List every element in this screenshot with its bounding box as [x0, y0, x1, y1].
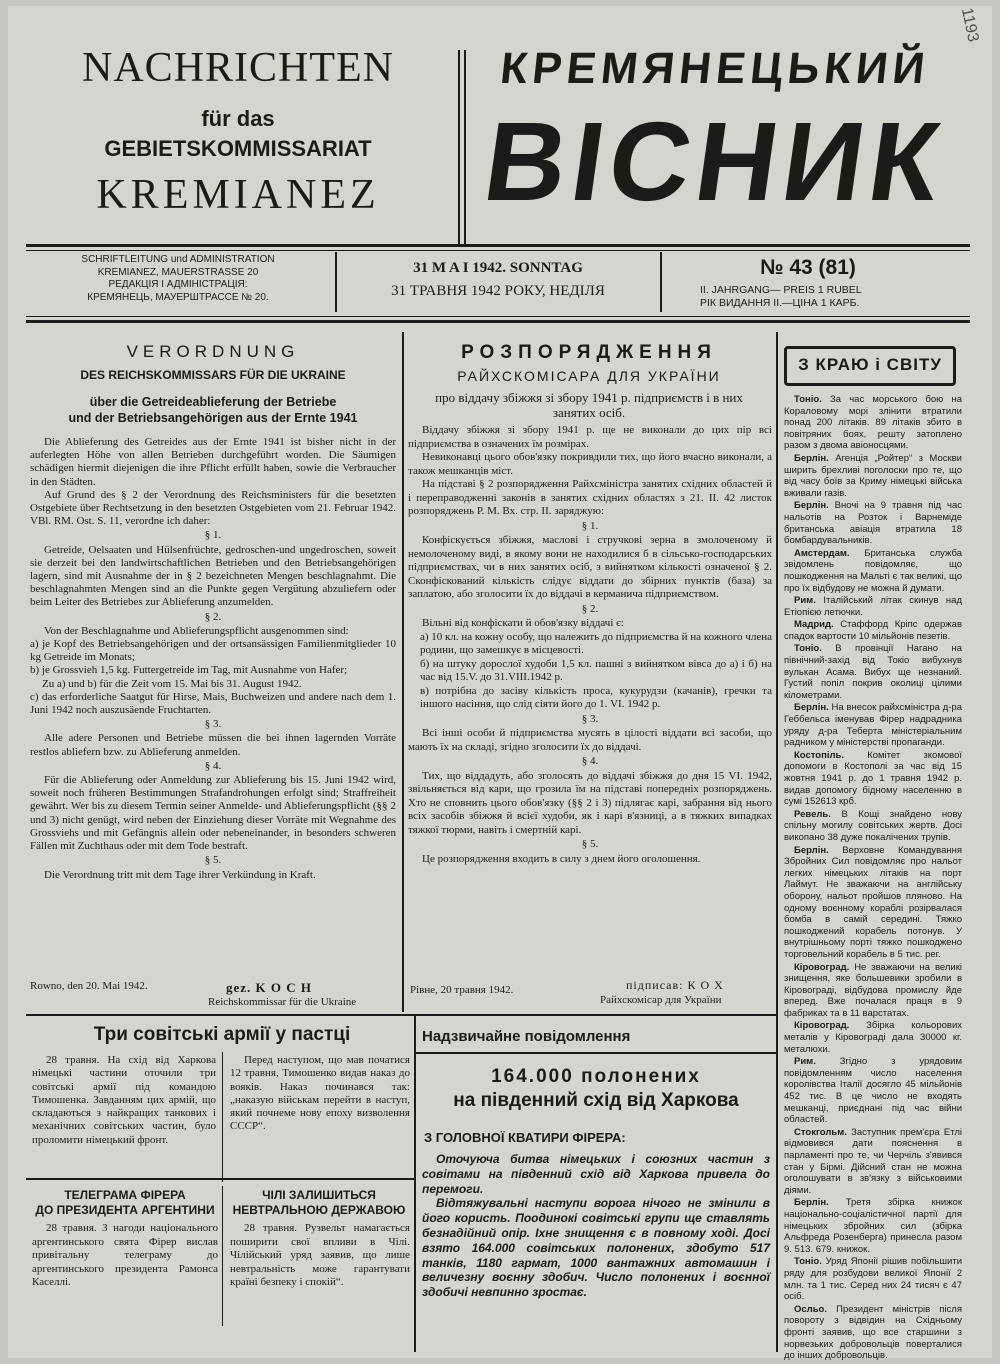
krayu-item-text: За час морського бою на Кораловому морі злінити втратили понад 200 літаків. 89 літаків збито в повітряних боях, решту затоплено разом з двома авіоносцями. — [784, 394, 963, 452]
rozpor-item: а) 10 кл. на кожну особу, що належить до підприємства й на кожного члена родини, що замешкує в місцевості. — [420, 630, 772, 656]
infobar-divider-2 — [660, 252, 662, 312]
verordnung-subtitle: DES REICHSKOMMISSARS FÜR DIE UKRAINE — [80, 368, 346, 382]
ua-masthead-big: ВІСНИК — [476, 99, 954, 224]
krayu-item-place: Тоніо. — [794, 1256, 822, 1268]
verordnung-paragraph: Alle adere Personen und Betriebe müssen die bei ihnen lagernden Vorräte restlos abliefern bzw. zu Ablieferung anmelden. — [30, 732, 396, 758]
verordnung-about-2: und der Betriebsangehörigen aus der Ernte 1941 — [68, 411, 358, 425]
verordnung-item: Zu a) und b) für die Zeit vom 15. Mai bis 31. August 1942. — [42, 677, 302, 690]
column-rule-3 — [414, 1016, 416, 1352]
telegram-divider — [222, 1186, 223, 1326]
krayu-item-place: Тоніо. — [794, 643, 822, 655]
krayu-item — [784, 1197, 962, 1255]
krayu-item — [784, 595, 962, 618]
krayu-item-place: Кіровоград. — [794, 961, 850, 973]
rozpor-paragraph: Це розпорядження входить в силу з днем його оголошення. — [422, 852, 701, 865]
verordnung-paragraph: Von der Beschlagnahme und Ablieferungspflicht ausgenommen sind: — [44, 624, 349, 637]
address-line-4: КРЕМЯНЕЦЬ, МАУЕРШТРАССЕ № 20. — [87, 291, 269, 303]
verordnung-paragraph: Getreide, Oelsaaten und Hülsenfrüchte, gedroschen-und ungedroschen, soweit sie derzeit bei den landwirtschaftlichen Betrieben und den Betriebsangehörigen lagern, sind mit Ausnahme der in § 2 bezeichneten Mengen beschlagnahmt. Die beschlagnahmten Mengen sind an die Punkte gegen Vergütung abzuliefern oder beim Leiter des Betriebes zur Ablieferung anzumelden. — [30, 543, 396, 609]
section-mark: § 3. — [581, 712, 599, 725]
section-mark: § 1. — [204, 529, 222, 542]
special-label: Надзвичайне повідомлення — [422, 1028, 631, 1045]
krayu-item-place: Ревель. — [794, 808, 831, 820]
krayu-item-text: Уряд Японії рішив побільшити ряду для розбудови великої Японії 2 млн. та 1 тис. Серед них 24 тисяч є 47 осіб. — [784, 1256, 962, 1303]
krayu-item — [784, 643, 962, 701]
issue-number: № 43 (81) — [760, 256, 856, 279]
rozpor-paragraph: Віддачу збіжжя зі збору 1941 р. ще не виконали до цих пір всі підприємства в означених їм розмірах. — [408, 424, 772, 450]
rozpor-place-date: Рівне, 20 травня 1942. — [410, 984, 514, 996]
rozpor-item: б) на штуку дорослої худоби 1,5 кл. пашні з вийнятком вівса до а) і б) на час від 15.V. до 31.VIII.1942 р. — [420, 657, 772, 683]
special-body — [422, 1152, 770, 1348]
armies-paragraph: 28 травня. На схід від Харкова німецькі частини оточили три совітські армії під командою Тимошенка. Завданням цих армій, що складаються з найкращих танкових і механічних совітських частин, було проломити німецький фронт. — [32, 1054, 216, 1146]
krayu-item — [784, 619, 962, 642]
krayu-item-text: Президент міністрів після повороту з відвідин на Східньому фронті заявив, що все старшини з норвезьких добровольців поверталися до інших добровольців. — [784, 1303, 962, 1362]
krayu-item — [784, 1020, 962, 1055]
krayu-item-place: Осльо. — [794, 1303, 827, 1315]
rozpor-body — [408, 424, 772, 984]
rozpor-paragraph: Вільні від конфіскати й обов'язку віддачі є: — [422, 617, 624, 629]
infobar-bottom-rule-thick — [26, 320, 970, 323]
verordnung-item: a) je Kopf des Betriebsangehörigen und der ortsansässigen Familienmitglieder 10 kg Getreide im Monats; — [30, 638, 396, 664]
rozpor-paragraph: Невиконавці цього обов'язку покривдили тих, що його вчасно виконали, а також мешканців міст. — [408, 451, 772, 477]
krayu-item — [784, 702, 962, 748]
krayu-item-text: Італійський літак скинув над Етіопією летючки. — [784, 595, 963, 618]
price-de: II. JAHRGANG— PREIS 1 RUBEL — [700, 284, 862, 296]
verordnung-item: c) das erforderliche Saatgut für Hirse, Mais, Buchweizen und andere nach dem 1. Juni 1942 noch auszusäende Fruchtarten. — [30, 690, 396, 717]
address-line-3: РЕДАКЦІЯ І АДМІНІСТРАЦІЯ: — [108, 279, 248, 290]
rozpor-paragraph: Конфіскується збіжжя, маслові і стручкові зерна в змолоченому й немолоченому виді, в якому вони не находилися б в сільсько-господарських підприємствах, чи в них занятих осіб, з вийнятком кількості означеної § 2. Сконфіскований кількість слідує віддати до збірних пунктів (база) за заплатою, або зголосити їх до віддачі в керманича підприємством. — [408, 534, 772, 600]
date-de: 31 M A I 1942. SONNTAG — [413, 260, 583, 276]
chile-title-1: ЧІЛІ ЗАЛИШИТЬСЯ — [262, 1188, 376, 1202]
krayu-item-text: На внесок райхсміністра д-ра Геббельса іменував Фірер надрадника уряду д-ра Теберта міністеріальним радником у міністерстві пропаганди. — [784, 702, 962, 749]
de-masthead-sub1: für das — [201, 106, 275, 131]
archive-mark: 1193 — [957, 6, 982, 44]
section-mark: § 1. — [581, 519, 599, 532]
de-masthead-title: NACHRICHTEN — [82, 45, 394, 91]
telegram-text — [32, 1222, 218, 1332]
address-line-1: SCHRIFTLEITUNG und ADMINISTRATION — [81, 254, 275, 265]
section-mark: § 5. — [581, 838, 599, 850]
verordnung-item: b) je Grossvieh 1,5 kg. Futtergetreide im Tag, mit Ausnahme von Hafer; — [30, 664, 348, 677]
special-label-rule — [416, 1052, 776, 1054]
krayu-item-text: Верховне Командування Збройних Сил повідомляє про нальот легких німецьких літаків на порт Лаймут. Не зважаючи на англійську оборону, нальот пройшов пляново. На одному воєнному кораблі розірвалася бомба в самій середині. Тяжко пошкоджений корабель потонув. У внутрішньому порті тяжко пошкоджено торговельний корабель в 5 тис. рег. — [784, 844, 962, 960]
krayu-item — [784, 809, 962, 844]
verordnung-paragraph: Die Ablieferung des Getreides aus der Ernte 1941 ist bisher nicht in der auferlegten Höhe von allen Betrieben durchgeführt worden. Die Säumigen schädigen hiermit diejenigen die ihre Pflicht erfüllt haben, sowie die Verbraucher in den Städten. — [30, 436, 396, 488]
krayu-item — [784, 845, 962, 961]
krayu-item — [784, 1127, 962, 1197]
lower-rule — [26, 1014, 776, 1016]
section-mark: § 4. — [204, 759, 222, 772]
address-line-2: KREMIANEZ, MAUERSTRASSE 20 — [97, 266, 259, 278]
verordnung-paragraph: Für die Ablieferung oder Anmeldung zur Ablieferung bis 15. Juni 1942 wird, soweit noch früheren Bestimmungen Strafandrohungen erfolgt sind; Straffreiheit gewährt. Wer bis zu diesem Termin seiner Anmelde- und Ablieferungspflicht (§§ 2 und 3) nicht genügt, wird neben der Einziehung dieser Vorräte mit Wegnahme des Grossviehs und mit Gefängnis allein oder nebeneinander, in besonders schweren Fällen mit Zuchthaus oder mit dem Tode bestraft. — [30, 774, 396, 853]
krayu-item-text: В Кощі знайдено нову спільну могилу совітських жертв. Досі викопано 38 дуже покалічених трупів. — [784, 808, 963, 843]
krayu-item — [784, 453, 962, 499]
armies-left-text — [32, 1054, 216, 1184]
armies-title: Три совітські армії у пастці — [93, 1024, 351, 1045]
armies-right-text — [230, 1054, 410, 1184]
krayu-item-place: Берлін. — [794, 702, 829, 714]
special-paragraph: Оточуюча битва німецьких і союзних частин з совітами на південний схід від Харкова привела до перемоги. — [422, 1152, 770, 1196]
krayu-item — [784, 548, 962, 594]
verordnung-paragraph: Auf Grund des § 2 der Verordnung des Reichsministers für die besetzten Ostgebiete über Rechtsetzung in den besetzten Ostgebieten vom 21. Februar 1942. VBl. RM. Ost. S. 11, verordne ich daher: — [30, 488, 396, 528]
rozpor-item: в) потрібна до засіву кількість проса, кукурудзи (качанів), гречки та іншого насіння, що слід сіяти його до 1. VI. 1942 р. — [420, 684, 772, 710]
telegram-title-2: ДО ПРЕЗИДЕНТА АРГЕНТИНИ — [35, 1203, 215, 1217]
de-masthead-sub2: GEBIETSKOMMISSARIAT — [104, 136, 372, 161]
krayu-item — [784, 750, 962, 808]
rozpor-paragraph: Тих, що віддадуть, або зголосять до віддачі збіжжя до дня 15 VI. 1942, звільняється від кари, що грозила їм на підставі попередніх розпоряджень. Хто не сповнить цього обов'язку (§§ 2 і 3) підлягає карі, забрання від нього всіх засобів збіжжя й всієї худоби, як і карі в'язниці, а в тяжких випадках тяжкої тюрми, навіть і смертній карі. — [408, 769, 772, 836]
rozpor-signature: підписав: К О Х — [626, 978, 724, 992]
krayu-item-text: Стаффорд Кріпс одержав спадок вартости 10 мільйонів пезетів. — [784, 619, 962, 642]
special-paragraph: Відтяжувальні наступи ворога нічого не змінили в його користь. Поодинокі совітські групи ще ставлять безнадійний опір. Іхне знищення є в повному ході. Досі взято 164.000 совітських полонених, здобуто 517 танків, 1180 гармат, 1000 вантажних автомашин і величезну воєнну здобич. Число полонених і воєнної здобичі невпинно зростає. — [422, 1196, 770, 1300]
krayu-item — [784, 1256, 962, 1302]
verordnung-title: VERORDNUNG — [126, 342, 300, 361]
price-ua: РІК ВИДАННЯ II.—ЦІНА 1 КАРБ. — [700, 297, 860, 309]
infobar-date — [338, 260, 658, 300]
rozpor-about: про віддачу збіжжя зі збору 1941 р. підприємств і в них занятих осіб. — [435, 390, 743, 420]
rozpor-title: РОЗПОРЯДЖЕННЯ — [461, 342, 717, 363]
krayu-item-place: Амстердам. — [794, 547, 850, 559]
krayu-item — [784, 962, 962, 1020]
krayu-item-text: Третя збірка книжок національно-соціалістичної партії для німецьких збройних сил (збірка Альфреда Розенберга) принесла разом 9. 513. 679. книжок. — [784, 1197, 962, 1255]
krayu-list — [784, 394, 963, 1362]
krayu-item — [784, 394, 962, 452]
krayu-item — [784, 500, 962, 546]
infobar-divider-1 — [335, 252, 337, 312]
krayu-item-place: Рим. — [794, 595, 816, 607]
section-mark: § 5. — [204, 854, 222, 867]
infobar-top-rule — [26, 244, 970, 247]
ua-masthead-title: КРЕМЯНЕЦЬКИЙ — [498, 44, 933, 93]
verordnung-place-date: Rowno, den 20. Mai 1942. — [30, 980, 148, 992]
issue-price — [700, 284, 940, 310]
telegram-title-1: ТЕЛЕГРАМА ФІРЕРА — [64, 1188, 186, 1202]
krayu-item-place: Тоніо. — [794, 394, 822, 405]
krayu-item-text: Вночі на 9 травня під час нальотів на Розток і Варнеміде британська авіація втратила 18 бомбардувальників. — [784, 500, 962, 547]
rozpor-subtitle: РАЙХСКОМІСАРА ДЛЯ УКРАЇНИ — [457, 368, 721, 384]
krayu-title: З КРАЮ і СВІТУ — [798, 355, 942, 374]
chile-text — [230, 1222, 410, 1332]
rozpor-paragraph: Всі інші особи й підприємства мусять в цілості віддати всі засоби, що мають їх на складі, згідно зголосити їх до віддачі. — [408, 727, 772, 753]
krayu-item-place: Костопіль. — [794, 749, 844, 761]
special-headline-1: 164.000 полонених — [491, 1066, 701, 1087]
krayu-item-text: Британська служба звідомлень повідомляє, що пошкодження на Мальті є так великі, що про їх відбудову не можна й думати. — [784, 547, 962, 594]
infobar-address — [68, 254, 288, 304]
krayu-item-text: В провінції Нагано на північний-захід від Токіо вибухнув вулькан Асама. Вибух ще незнаний. Густий попіл покрив околиці цілими кілометрами. — [784, 643, 962, 701]
telegram-title — [30, 1188, 220, 1218]
krayu-item-place: Берлін. — [794, 452, 829, 464]
masthead-divider-1 — [458, 50, 460, 246]
rozpor-signer: Райхскомісар для України — [600, 994, 722, 1006]
verordnung-about-1: über die Getreideablieferung der Betriebe — [89, 395, 337, 409]
krayu-item-place: Берлін. — [794, 1197, 829, 1209]
verordnung-paragraph: Die Verordnung tritt mit dem Tage ihrer Verkündung in Kraft. — [44, 868, 316, 881]
verordnung-signature: gez. K O C H — [226, 980, 313, 995]
krayu-item-text: Не зважаючи на великі знищення, яке большевики зробили в Кіровограді, відбудова промислу йде вперед. Вже почалася праця в 9 фабриках та в 11 варстатах. — [784, 961, 962, 1019]
krayu-item-text: Згідно з урядовим повідомленням число населення королівства Італії досягло 45 мільйонів 452 тис. В це число не входять мешканці, приєднані під час війни областей. — [784, 1056, 963, 1126]
armies-divider — [222, 1052, 223, 1182]
column-rule-2 — [776, 332, 778, 1352]
armies-paragraph: Перед наступом, що мав початися 12 травня, Тимошенко видав наказ до вояків. Наказ починався так: „наказую військам перейти в наступ, який почнеме нову епоху визволення СССР“. — [230, 1054, 410, 1133]
krayu-item-text: Заступник прем'єра Етлі відмовився дати пояснення в парламенті про те, чи Черчіль з'явився стан у Бірмі. Дійсний стан не можна оголошувати в зв'язку з військовими діями. — [784, 1126, 963, 1196]
section-mark: § 2. — [204, 610, 222, 623]
rozpor-paragraph: На підставі § 2 розпорядження Райхсміністра занятих східних областей й і переправодженні законів в занятих східних областях з 21. II. 42 листок розпоряджень Р. М. Вх. стр. II. заряджую: — [408, 478, 772, 517]
chile-title — [226, 1188, 412, 1218]
section-mark: § 3. — [204, 718, 222, 731]
krayu-item — [784, 1056, 962, 1126]
verordnung-signer: Reichskommissar für die Ukraine — [208, 996, 357, 1008]
verordnung-about — [30, 394, 396, 426]
telegram-paragraph: 28 травня. З нагоди національного аргентинського свята Фірер вислав привітальну телеграму до аргентинського президента Рамонса Каселлі. — [32, 1222, 218, 1288]
krayu-item-place: Кіровоград. — [794, 1020, 850, 1032]
section-mark: § 2. — [581, 602, 599, 615]
column-rule-1 — [402, 332, 404, 1012]
de-masthead-city: KREMIANEZ — [96, 172, 380, 218]
krayu-item-place: Берлін. — [794, 500, 829, 512]
krayu-item-place: Берлін. — [794, 844, 829, 856]
krayu-item-text: Збірка кольорових металів у Кіровограді дала 30000 кг. металюхи. — [784, 1020, 962, 1055]
krayu-item-place: Мадрид. — [794, 619, 834, 631]
special-source: З ГОЛОВНОЇ КВАТИРИ ФІРЕРА: — [424, 1130, 626, 1145]
lower-left-rule — [26, 1178, 414, 1180]
date-ua: 31 ТРАВНЯ 1942 РОКУ, НЕДІЛЯ — [391, 283, 605, 299]
infobar-top-rule-thin — [26, 250, 970, 251]
krayu-item — [784, 1304, 962, 1362]
infobar-bottom-rule — [26, 316, 970, 317]
chile-title-2: НЕВТРАЛЬНОЮ ДЕРЖАВОЮ — [232, 1203, 406, 1217]
chile-paragraph: 28 травня. Рузвельт намагається поширити свої впливи в Чілі. Чілійський уряд заявив, що лише невтральність може гарантувати країні безпеку і спокій“. — [230, 1222, 410, 1288]
krayu-item-text: Агенція „Ройтер“ з Москви ширить брехливі поголоски про те, що від часу боїв за Криму німецькі війська вживали газів. — [784, 452, 962, 499]
krayu-item-place: Стокгольм. — [794, 1126, 847, 1138]
krayu-item-place: Рим. — [794, 1056, 816, 1068]
krayu-item-text: Комітет зкомової допомоги в Костополі за час від 15 жовтня 1941 р. до 1 травня 1942 р. видав допомогу бідному населенню в сумі 152613 крб. — [784, 749, 962, 808]
newspaper-page — [8, 6, 992, 1362]
special-headline-2: на південний схід від Харкова — [453, 1090, 739, 1111]
section-mark: § 4. — [581, 755, 599, 767]
verordnung-body — [30, 436, 396, 974]
